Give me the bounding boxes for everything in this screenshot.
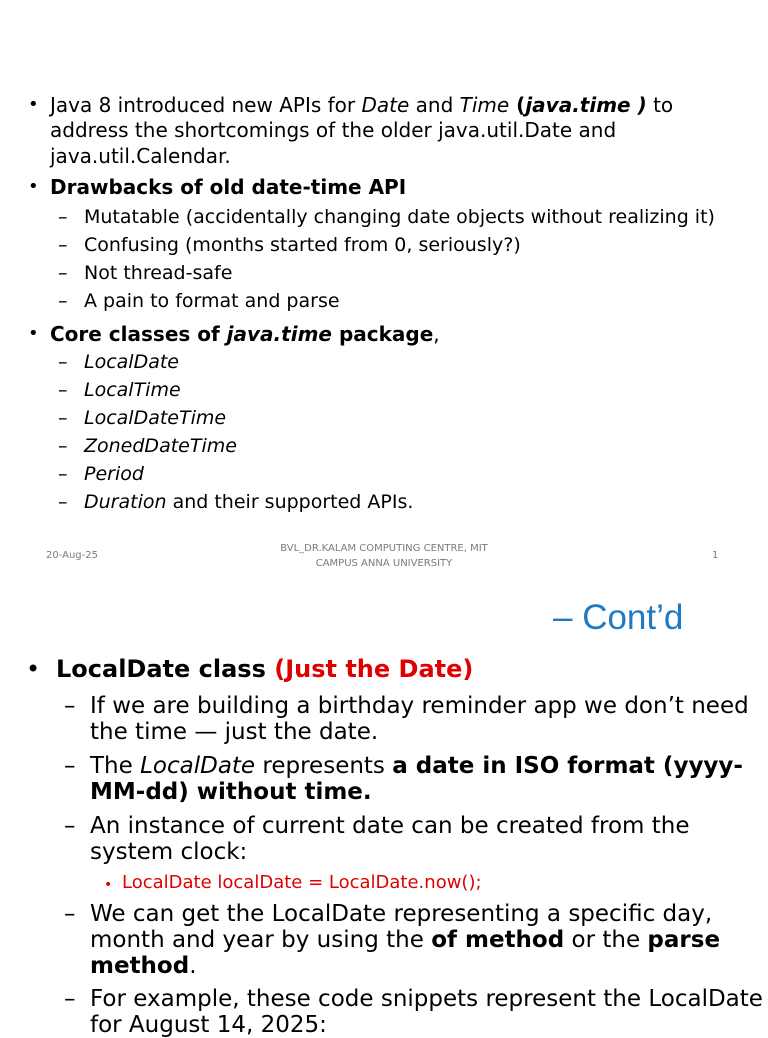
slide-title: – Cont’d — [553, 598, 684, 637]
para-2-line-1: – The LocalDate represents a date in ISO format (yyyy- — [64, 753, 743, 779]
intro-line-2: address the shortcomings of the older java.util.Date and — [50, 118, 617, 142]
intro-line-3: java.util.Calendar. — [50, 144, 231, 168]
intro-line-1: Java 8 introduced new APIs for Date and Time (java.time ) to — [50, 93, 674, 117]
drawback-item: – Not thread-safe — [58, 262, 233, 284]
bullet-icon: • — [104, 877, 113, 893]
drawbacks-heading: Drawbacks of old date-time API — [50, 175, 407, 199]
footer-center-2: CAMPUS ANNA UNIVERSITY — [315, 558, 453, 569]
core-classes-heading: Core classes of java.time package, — [50, 322, 440, 346]
para-4-line-1: – We can get the LocalDate representing a specific day, — [64, 901, 713, 927]
para-1-line-2: the time — just the date. — [90, 719, 379, 745]
localdate-heading: LocalDate class (Just the Date) — [56, 655, 474, 683]
footer-center-1: BVL_DR.KALAM COMPUTING CENTRE, MIT — [280, 543, 488, 554]
bullet-icon: • — [28, 323, 39, 344]
para-5-line-1: – For example, these code snippets represent the LocalDate — [64, 986, 763, 1012]
bullet-icon: • — [28, 176, 39, 197]
core-class-item: – LocalDate — [58, 351, 179, 373]
para-2-line-2: MM-dd) without time. — [90, 779, 372, 805]
bullet-icon: • — [26, 655, 41, 683]
para-5-line-2: for August 14, 2025: — [90, 1012, 327, 1038]
core-class-item: – ZonedDateTime — [58, 435, 237, 457]
para-4-line-2: month and year by using the of method or the parse — [90, 927, 721, 953]
para-3-line-2: system clock: — [90, 839, 248, 865]
para-3-line-1: – An instance of current date can be created from the — [64, 813, 690, 839]
footer-page-number: 1 — [712, 550, 719, 561]
core-class-item: – LocalDateTime — [58, 407, 227, 429]
footer-date: 20-Aug-25 — [46, 550, 98, 561]
drawback-item: – Mutatable (accidentally changing date objects without realizing it) — [58, 206, 715, 228]
drawback-item: – A pain to format and parse — [58, 290, 340, 312]
core-class-item: – LocalTime — [58, 379, 181, 401]
drawback-item: – Confusing (months started from 0, seriously?) — [58, 234, 521, 256]
core-class-item: – Duration and their supported APIs. — [58, 491, 414, 513]
bullet-icon: • — [28, 94, 39, 115]
para-1-line-1: – If we are building a birthday reminder app we don’t need — [64, 693, 749, 719]
para-4-line-3: method. — [90, 953, 197, 979]
core-class-item: – Period — [58, 463, 144, 485]
code-snippet: LocalDate localDate = LocalDate.now(); — [122, 872, 482, 893]
